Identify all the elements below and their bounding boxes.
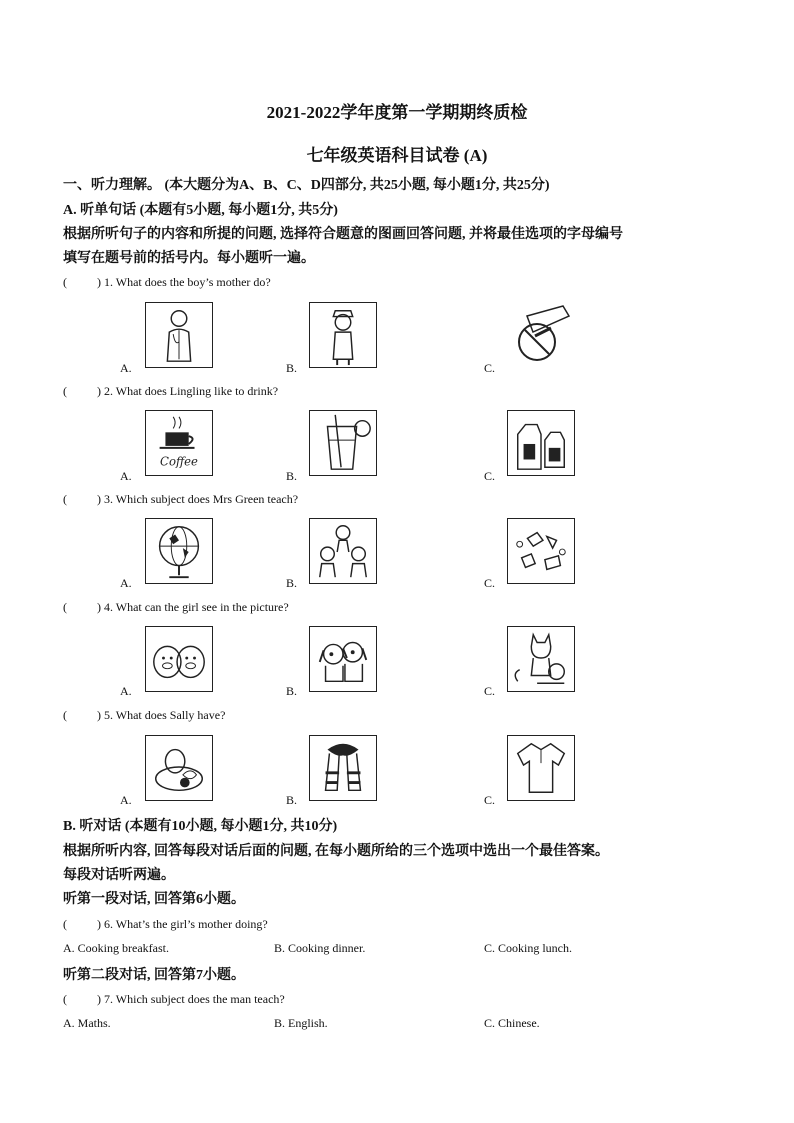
part-a-instruction-2: 填写在题号前的括号内。每小题听一遍。 bbox=[63, 251, 315, 266]
option-c-label: C. bbox=[484, 684, 496, 698]
answer-paren-open: ( bbox=[63, 275, 67, 289]
option-a-label: A. bbox=[120, 684, 132, 698]
answer-paren-close: ) bbox=[97, 275, 101, 289]
question-5 bbox=[63, 708, 225, 723]
section-1-heading: 一、听力理解。 (本大题分为A、B、C、D四部分, 共25小题, 每小题1分, 共25分) bbox=[63, 178, 550, 193]
option-a-label: A. bbox=[120, 793, 132, 807]
no-smoking-icon[interactable] bbox=[507, 302, 575, 368]
option-c-label: C. bbox=[484, 469, 496, 483]
dogs-icon[interactable] bbox=[309, 626, 377, 692]
answer-paren-open: ( bbox=[63, 600, 67, 614]
q6-option-c[interactable]: C. Cooking lunch. bbox=[484, 941, 573, 955]
question-3 bbox=[63, 492, 298, 507]
dialog-2-heading: 听第二段对话, 回答第7小题。 bbox=[63, 968, 245, 983]
option-b-label: B. bbox=[286, 469, 298, 483]
q7-option-b[interactable]: B. English. bbox=[274, 1016, 328, 1030]
shirt-icon[interactable] bbox=[507, 735, 575, 801]
q7-option-c[interactable]: C. Chinese. bbox=[484, 1016, 540, 1030]
question-7 bbox=[63, 992, 285, 1007]
answer-paren-close: ) bbox=[97, 708, 101, 722]
part-b-instruction-1: 根据所听内容, 回答每段对话后面的问题, 在每小题所给的三个选项中选出一个最佳答案。 bbox=[63, 844, 609, 859]
question-2 bbox=[63, 384, 278, 399]
option-a-label: A. bbox=[120, 469, 132, 483]
q6-option-b[interactable]: B. Cooking dinner. bbox=[274, 941, 366, 955]
question-4 bbox=[63, 600, 289, 615]
coffee-icon[interactable] bbox=[145, 410, 213, 476]
scattered-items-icon[interactable] bbox=[507, 518, 575, 584]
question-text: 3. Which subject does Mrs Green teach? bbox=[104, 492, 299, 506]
option-b-label: B. bbox=[286, 361, 298, 375]
option-c-label: C. bbox=[484, 576, 496, 590]
answer-paren-close: ) bbox=[97, 384, 101, 398]
answer-paren-open: ( bbox=[63, 708, 67, 722]
cats-icon[interactable] bbox=[507, 626, 575, 692]
children-icon[interactable] bbox=[309, 518, 377, 584]
answer-paren-open: ( bbox=[63, 917, 67, 931]
question-text: 5. What does Sally have? bbox=[104, 708, 226, 722]
food-icon[interactable] bbox=[145, 735, 213, 801]
part-b-heading: B. 听对话 (本题有10小题, 每小题1分, 共10分) bbox=[63, 819, 338, 834]
option-c-label: C. bbox=[484, 361, 496, 375]
answer-paren-open: ( bbox=[63, 992, 67, 1006]
doctor-icon[interactable] bbox=[145, 302, 213, 368]
coffee-word: Coffee bbox=[160, 454, 198, 469]
question-1 bbox=[63, 275, 271, 290]
part-a-instruction-1: 根据所听句子的内容和所提的问题, 选择符合题意的图画回答问题, 并将最佳选项的字母编号 bbox=[63, 227, 623, 242]
exam-title: 2021-2022学年度第一学期期终质检 bbox=[266, 103, 528, 122]
q6-option-a[interactable]: A. Cooking breakfast. bbox=[63, 941, 169, 955]
part-b-instruction-2: 每段对话听两遍。 bbox=[63, 868, 175, 883]
exam-subtitle: 七年级英语科目试卷 (A) bbox=[306, 146, 488, 165]
option-b-label: B. bbox=[286, 576, 298, 590]
question-text: 7. Which subject does the man teach? bbox=[104, 992, 285, 1006]
answer-paren-close: ) bbox=[97, 917, 101, 931]
nurse-icon[interactable] bbox=[309, 302, 377, 368]
milk-icon[interactable] bbox=[507, 410, 575, 476]
q7-option-a[interactable]: A. Maths. bbox=[63, 1016, 111, 1030]
part-a-heading: A. 听单句话 (本题有5小题, 每小题1分, 共5分) bbox=[63, 203, 338, 218]
question-text: 6. What’s the girl’s mother doing? bbox=[104, 917, 268, 931]
answer-paren-open: ( bbox=[63, 492, 67, 506]
pigs-icon[interactable] bbox=[145, 626, 213, 692]
option-a-label: A. bbox=[120, 361, 132, 375]
option-a-label: A. bbox=[120, 576, 132, 590]
option-c-label: C. bbox=[484, 793, 496, 807]
scarf-icon[interactable] bbox=[309, 735, 377, 801]
option-b-label: B. bbox=[286, 684, 298, 698]
question-text: 2. What does Lingling like to drink? bbox=[104, 384, 279, 398]
answer-paren-close: ) bbox=[97, 992, 101, 1006]
question-text: 4. What can the girl see in the picture? bbox=[104, 600, 289, 614]
answer-paren-close: ) bbox=[97, 600, 101, 614]
answer-paren-close: ) bbox=[97, 492, 101, 506]
question-6 bbox=[63, 917, 268, 932]
juice-icon[interactable] bbox=[309, 410, 377, 476]
dialog-1-heading: 听第一段对话, 回答第6小题。 bbox=[63, 892, 245, 907]
answer-paren-open: ( bbox=[63, 384, 67, 398]
globe-icon[interactable] bbox=[145, 518, 213, 584]
option-b-label: B. bbox=[286, 793, 298, 807]
question-text: 1. What does the boy’s mother do? bbox=[104, 275, 271, 289]
